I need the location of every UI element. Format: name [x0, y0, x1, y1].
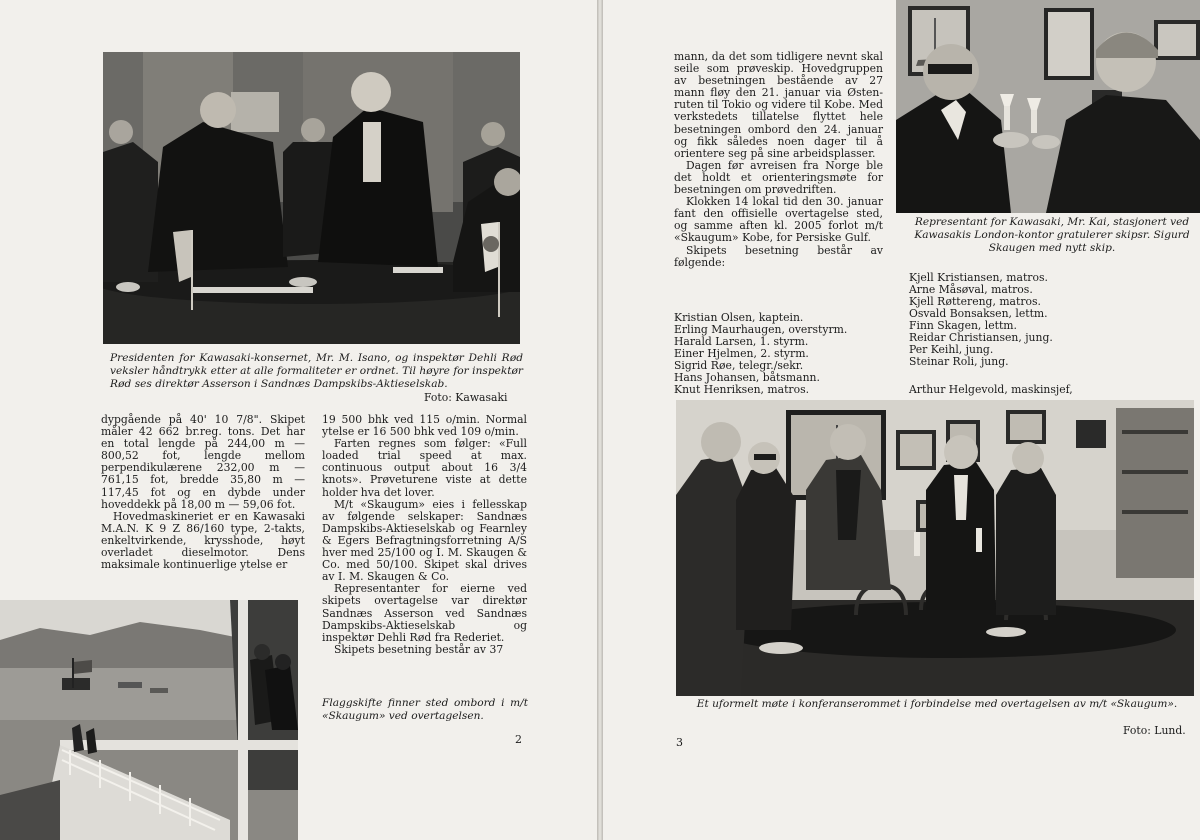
page-number-right: 3 — [676, 736, 683, 749]
page-number-left: 2 — [515, 733, 522, 746]
text-paragraph: Representanter for eierne ved skipets overtagelse var direktør Sandnæs Asserson ved Sandnæs Dampskibs-Aktieselskab og inspektør Dehli Rød fra Rederiet. — [322, 582, 527, 644]
text-paragraph: Skipets besetning består av 37 — [334, 642, 504, 656]
crew-member: Reidar Christiansen, jung. — [909, 331, 1053, 344]
crew-member: Kjell Kristiansen, matros. — [909, 271, 1048, 284]
crew-member: Per Keihl, jung. — [909, 343, 994, 356]
conference-photo-credit: Foto: Lund. — [1123, 724, 1186, 737]
right-text-column-1 — [674, 51, 883, 269]
right-page — [603, 0, 1200, 840]
text-paragraph: Dagen før avreisen fra Norge ble det holdt et orienteringsmøte for besetningen om prøvedriften. — [674, 158, 883, 197]
bleed-through-shadow — [40, 18, 110, 98]
toast-photo — [896, 0, 1200, 213]
flag-change-photo — [0, 600, 298, 840]
crew-list-2 — [909, 272, 1189, 368]
crew-last-line: Arthur Helgevold, maskinsjef, — [909, 383, 1073, 396]
crew-member: Erling Maurhaugen, overstyrm. — [674, 323, 848, 336]
crew-member: Arne Måsøval, matros. — [909, 283, 1033, 296]
handshake-photo-caption: Presidenten for Kawasaki-konsernet, Mr. M. Isano, og inspektør Dehli Rød veksler håndtrykk etter at alle formaliteter er ordnet. Til høyre for inspektør Rød ses direktør Asserson i Sandnæs Dampskibs-Aktieselskab. — [110, 352, 523, 390]
text-paragraph: 19 500 bhk ved 115 o/min. Normal ytelse er 16 500 bhk ved 109 o/min. — [322, 413, 527, 439]
flag-change-caption: Flaggskifte finner sted ombord i m/t «Skaugum» ved overtagelsen. — [322, 697, 528, 722]
crew-member: Hans Johansen, båtsmann. — [674, 371, 820, 384]
conference-photo-caption: Et uformelt møte i konferanserommet i forbindelse med overtagelsen av m/t «Skaugum». — [696, 698, 1178, 710]
crew-member: Sigrid Røe, telegr./sekr. — [674, 359, 804, 372]
crew-member: Kjell Røttereng, matros. — [909, 295, 1041, 308]
crew-member: Harald Larsen, 1. styrm. — [674, 335, 809, 348]
left-text-column-1 — [101, 414, 305, 571]
handshake-photo — [103, 52, 520, 344]
crew-member: Osvald Bonsaksen, lettm. — [909, 307, 1048, 320]
text-paragraph: Farten regnes som følger: «Full loaded trial speed at max. continuous output about 16 3/4 knots». Prøveturene viste at dette holder hva det lover. — [322, 437, 527, 499]
text-paragraph: Hovedmaskineriet er en Kawasaki M.A.N. K 9 Z 86/160 type, 2-takts, enkeltvirkende, krysshode, høyt overladet dieselmotor. Dens maksimale kontinuerlige ytelse er — [101, 509, 305, 572]
handshake-photo-credit: Foto: Kawasaki — [424, 391, 508, 404]
crew-list-1 — [674, 312, 883, 396]
crew-member: Knut Henriksen, matros. — [674, 383, 810, 396]
toast-photo-caption: Representant for Kawasaki, Mr. Kai, stasjonert ved Kawasakis London-kontor gratulerer skipsr. Sigurd Skaugen med nytt skip. — [914, 216, 1190, 254]
text-paragraph: M/t «Skaugum» eies i fellesskap av følgende selskaper: Sandnæs Dampskibs-Aktieselskab og Fearnley & Egers Befragtningsforretning A/S hver med 25/100 og I. M. Skaugen & Co. med 50/100. Skipet skal drives av I. M. Skaugen & Co. — [322, 497, 527, 584]
crew-member: Einer Hjelmen, 2. styrm. — [674, 347, 809, 360]
crew-member: Steinar Roli, jung. — [909, 355, 1009, 368]
text-paragraph: Skipets besetning består av følgende: — [674, 243, 883, 269]
text-paragraph: dypgående på 40' 10 7/8". Skipet måler 42 662 br.reg. tons. Det har en total lengde på 244,00 m — 800,52 fot, lengde mellom perpendikulærene 232,00 m — 761,15 fot, bredde 35,80 m — 117,45 fot og en dybde under hoveddekk på 18,00 m — 59,06 fot. — [101, 413, 305, 511]
conference-room-photo — [676, 400, 1194, 696]
crew-member: Finn Skagen, lettm. — [909, 319, 1017, 332]
crew-member: Kristian Olsen, kaptein. — [674, 311, 804, 324]
left-page — [0, 0, 597, 840]
text-paragraph: mann, da det som tidligere nevnt skal seile som prøveskip. Hovedgruppen av besetningen bestående av 27 mann fløy den 21. januar via Østen-ruten til Tokio og videre til Kobe. Med verkstedets tillatelse flyttet hele besetningen ombord den 24. januar og fikk således noen dager til å orientere seg på sine arbeidsplasser. — [674, 50, 883, 160]
text-paragraph: Klokken 14 lokal tid den 30. januar fant den offisielle overtagelse sted, og samme aften kl. 2005 forlot m/t «Skaugum» Kobe, for Persiske Gulf. — [674, 195, 883, 245]
left-text-column-2 — [322, 414, 527, 656]
